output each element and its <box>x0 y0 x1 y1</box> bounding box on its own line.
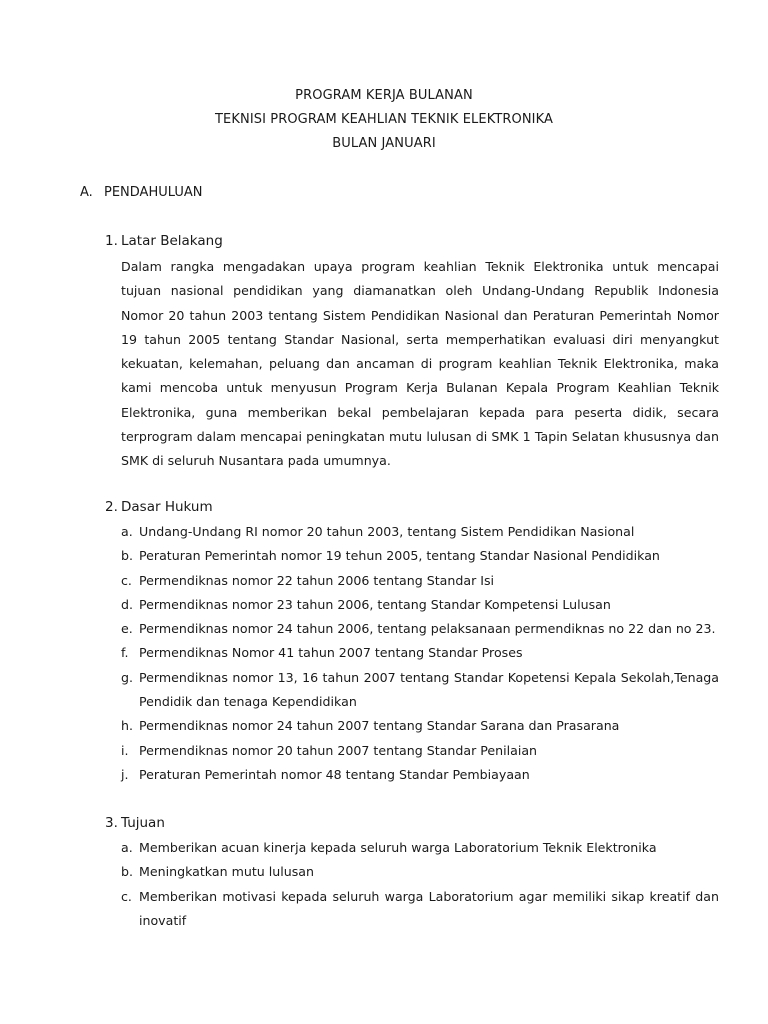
tujuan-number: 3. <box>105 815 118 831</box>
tujuan-title: Tujuan <box>121 815 165 831</box>
list-item-text: Permendiknas nomor 23 tahun 2006, tentang Standar Kompetensi Lulusan <box>139 596 611 612</box>
list-item-text: Undang-Undang RI nomor 20 tahun 2003, tentang Sistem Pendidikan Nasional <box>139 524 635 539</box>
latar-belakang-number: 1. <box>105 233 118 249</box>
list-item-marker: a. <box>121 840 133 855</box>
document-title-line-2: TEKNISI PROGRAM KEAHLIAN TEKNIK ELEKTRONIKA <box>215 112 553 127</box>
list-item-text: Peraturan Pemerintah nomor 19 tehun 2005, tentang Standar Nasional Pendidikan <box>139 548 660 564</box>
list-item-marker: j. <box>121 766 129 782</box>
document-title-line-1: PROGRAM KERJA BULANAN <box>295 88 473 103</box>
list-item-marker: h. <box>121 718 133 734</box>
dasar-hukum-title: Dasar Hukum <box>121 499 213 515</box>
list-item <box>121 520 719 544</box>
latar-belakang-title: Latar Belakang <box>121 233 223 249</box>
list-item <box>121 569 719 593</box>
list-item <box>121 666 719 715</box>
section-a-title: PENDAHULUAN <box>104 185 203 200</box>
dasar-hukum-heading <box>105 499 213 515</box>
dasar-hukum-number: 2. <box>105 499 118 515</box>
list-item-marker: c. <box>121 888 132 904</box>
dasar-hukum-list <box>121 520 719 787</box>
latar-belakang-heading <box>105 233 223 249</box>
list-item <box>121 739 719 763</box>
list-item-text: Permendiknas Nomor 41 tahun 2007 tentang Standar Proses <box>139 645 523 661</box>
list-item-marker: b. <box>121 864 133 880</box>
list-item <box>121 593 719 617</box>
list-item <box>121 860 719 884</box>
list-item-marker: g. <box>121 669 133 685</box>
list-item <box>121 617 719 641</box>
tujuan-list <box>121 836 719 933</box>
list-item-marker: e. <box>121 621 133 637</box>
list-item-marker: b. <box>121 548 133 564</box>
section-a-letter: A. <box>80 185 93 200</box>
list-item <box>121 763 719 787</box>
list-item <box>121 641 719 665</box>
list-item-text: Memberikan motivasi kepada seluruh warga Laboratorium agar memiliki sikap kreatif dan inovatif <box>139 888 719 928</box>
list-item-text: Permendiknas nomor 20 tahun 2007 tentang Standar Penilaian <box>139 742 538 758</box>
list-item-text: Permendiknas nomor 13, 16 tahun 2007 tentang Standar Kopetensi Kepala Sekolah,Tenaga Pendidik dan tenaga Kependidikan <box>139 669 719 710</box>
list-item-text: Permendiknas nomor 22 tahun 2006 tentang Standar Isi <box>139 572 495 588</box>
list-item <box>121 885 719 934</box>
list-item-marker: f. <box>121 645 129 661</box>
list-item-text: Permendiknas nomor 24 tahun 2007 tentang Standar Sarana dan Prasarana <box>139 718 620 734</box>
list-item-text: Meningkatkan mutu lulusan <box>139 864 314 880</box>
list-item-text: Memberikan acuan kinerja kepada seluruh warga Laboratorium Teknik Elektronika <box>139 840 657 855</box>
latar-belakang-paragraph: Dalam rangka mengadakan upaya program keahlian Teknik Elektronika untuk mencapai tujuan nasional pendidikan yang diamanatkan oleh Undang-Undang Republik Indonesia Nomor 20 tahun 2003 tentang Sistem Pendidikan Nasional dan Peraturan Pemerintah Nomor 19 tahun 2005 tentang Standar Nasional, serta memperhatikan evaluasi diri menyangkut kekuatan, kelemahan, peluang dan ancaman di program keahlian Teknik Elektronika, maka kami mencoba untuk menyusun Program Kerja Bulanan Kepala Program Keahlian Teknik Elektronika, guna memberikan bekal pembelajaran kepada para peserta didik, secara terprogram dalam mencapai peningkatan mutu lulusan di SMK 1 Tapin Selatan khususnya dan SMK di seluruh Nusantara pada umumnya. <box>121 259 719 469</box>
list-item-marker: d. <box>121 596 133 612</box>
tujuan-heading <box>105 815 165 831</box>
section-a-heading <box>80 185 202 200</box>
list-item <box>121 836 719 860</box>
list-item-text: Permendiknas nomor 24 tahun 2006, tentang pelaksanaan permendiknas no 22 dan no 23. <box>139 621 716 637</box>
document-title-line-3: BULAN JANUARI <box>332 136 436 151</box>
list-item-text: Peraturan Pemerintah nomor 48 tentang Standar Pembiayaan <box>139 766 530 782</box>
list-item <box>121 714 719 738</box>
list-item-marker: i. <box>121 742 129 758</box>
list-item <box>121 544 719 568</box>
list-item-marker: a. <box>121 524 133 539</box>
list-item-marker: c. <box>121 572 132 588</box>
